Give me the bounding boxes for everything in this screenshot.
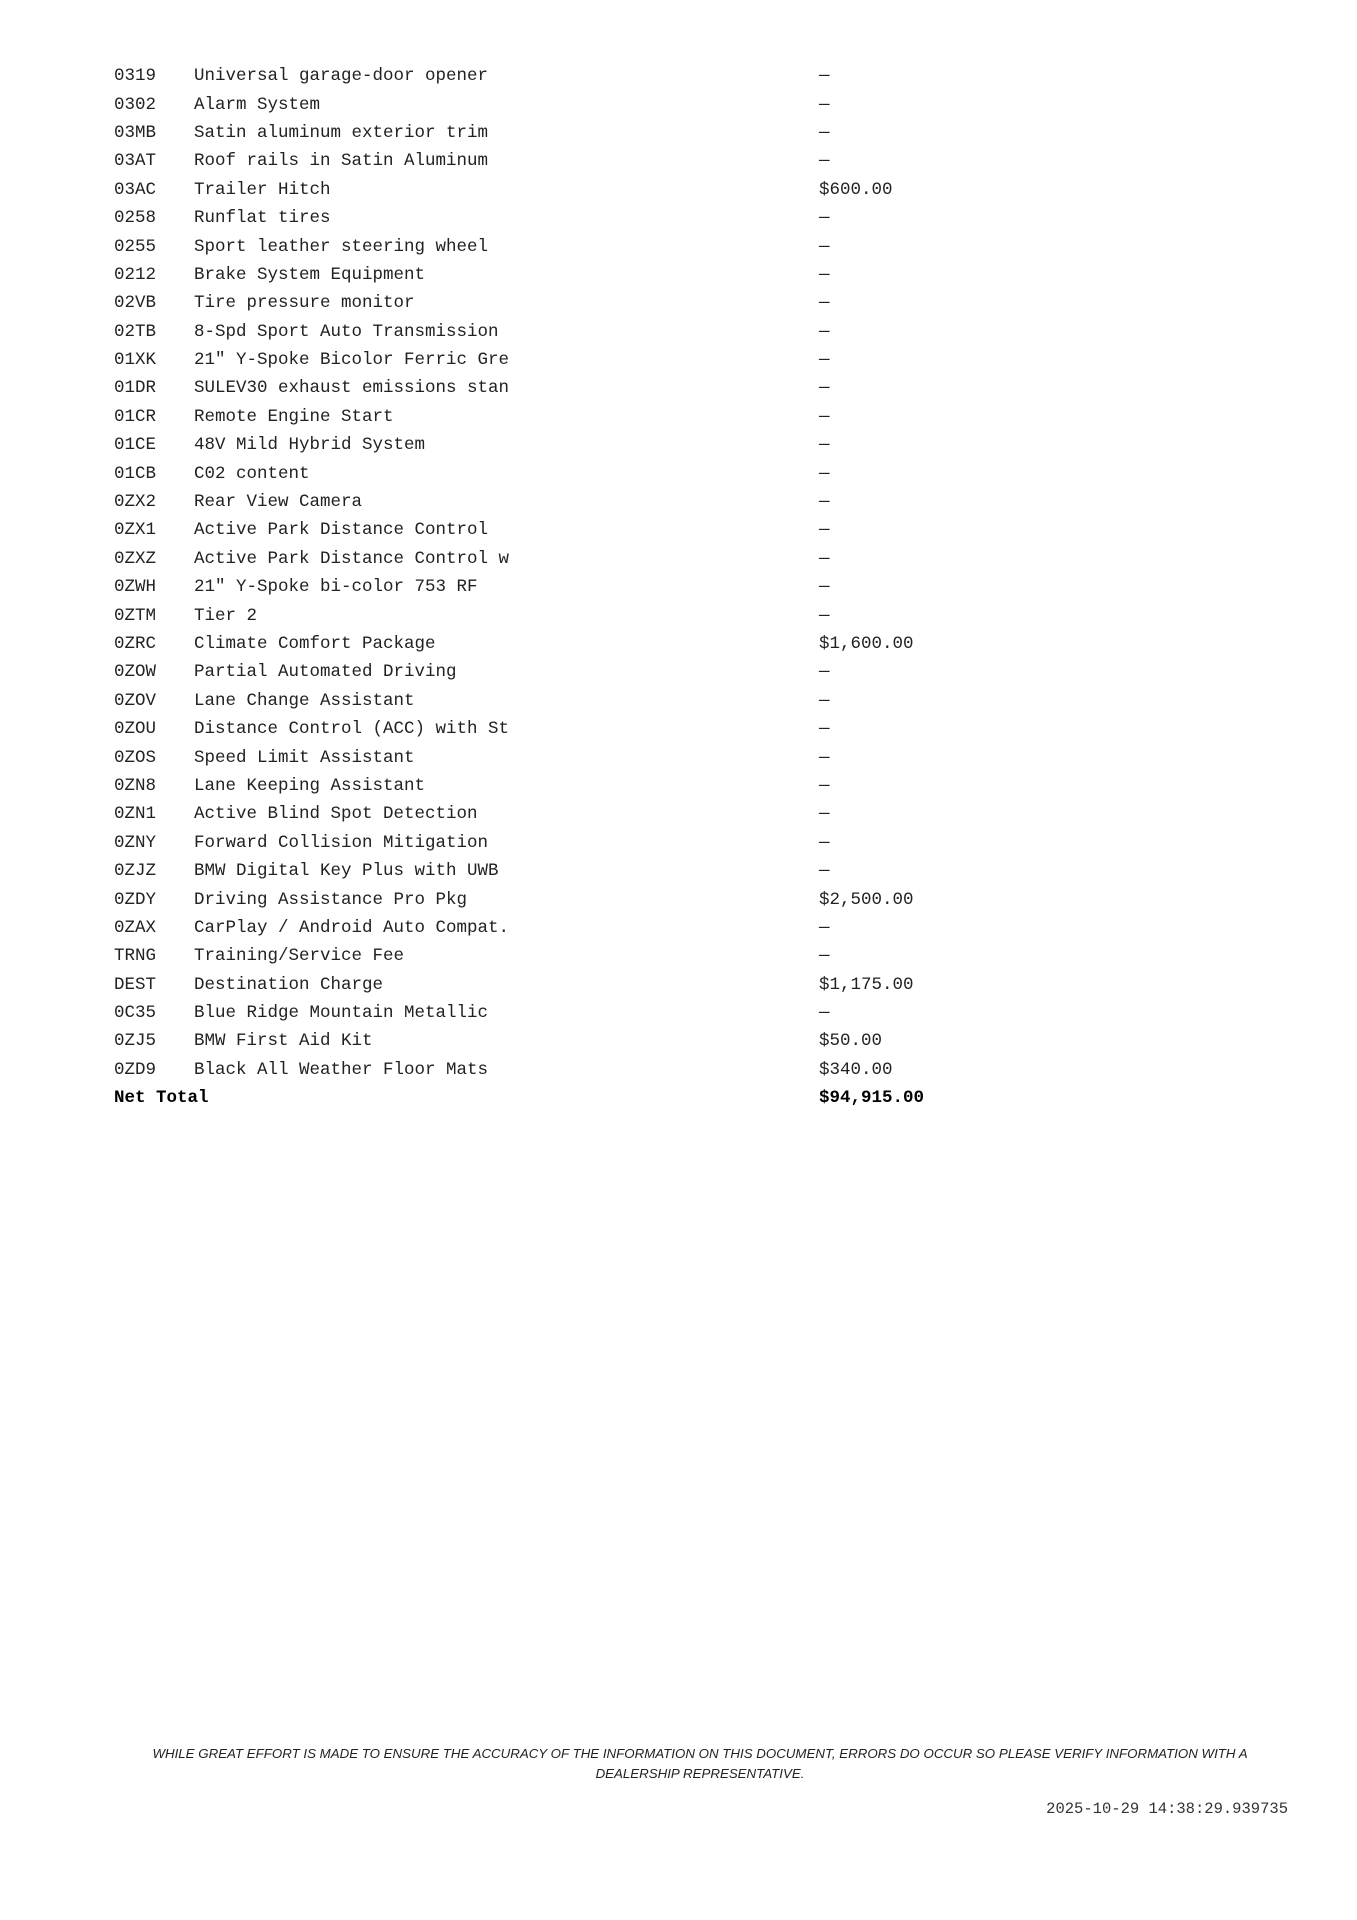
option-description: Lane Change Assistant [194,690,415,711]
option-description: Sport leather steering wheel [194,236,489,257]
option-row [114,800,974,828]
option-description: Partial Automated Driving [194,662,457,683]
option-price: — [819,946,830,967]
option-row [114,857,974,885]
option-price: — [819,378,830,399]
option-price: — [819,861,830,882]
option-price: $2,500.00 [819,889,914,910]
option-row [114,289,974,317]
option-row [114,403,974,431]
option-price: — [819,293,830,314]
option-description: Driving Assistance Pro Pkg [194,889,468,910]
option-row [114,1056,974,1084]
option-row [114,374,974,402]
option-code: 0ZOV [114,690,157,711]
option-price: — [819,66,830,87]
option-description: Active Park Distance Control w [194,548,510,569]
option-code: 0ZN8 [114,775,157,796]
net-total-row [114,1084,974,1112]
option-row [114,318,974,346]
option-code: 0319 [114,66,157,87]
option-price: — [819,804,830,825]
option-code: 0ZD9 [114,1059,157,1080]
option-description: Tire pressure monitor [194,293,415,314]
option-code: 0ZXZ [114,548,157,569]
option-description: 21" Y-Spoke Bicolor Ferric Gre [194,350,510,371]
option-price: — [819,605,830,626]
option-price: — [819,719,830,740]
option-row [114,999,974,1027]
option-row [114,459,974,487]
print-timestamp: 2025-10-29 14:38:29.939735 [1046,1800,1288,1818]
totals-section [114,1084,974,1112]
option-code: 0ZDY [114,889,157,910]
option-row [114,573,974,601]
option-code: 03AT [114,151,157,172]
option-code: 02VB [114,293,157,314]
option-row [114,1027,974,1055]
option-row [114,545,974,573]
option-code: 01CR [114,406,157,427]
option-code: 0ZJZ [114,861,157,882]
option-code: 0ZX1 [114,520,157,541]
option-row [114,971,974,999]
option-row [114,204,974,232]
option-description: Trailer Hitch [194,179,331,200]
option-price: — [819,492,830,513]
option-price: — [819,94,830,115]
option-description: BMW Digital Key Plus with UWB [194,861,499,882]
option-price: $340.00 [819,1059,893,1080]
option-code: 0ZOW [114,662,157,683]
option-code: 0ZRC [114,634,157,654]
option-row [114,687,974,715]
option-row [114,630,974,658]
option-price: — [819,463,830,484]
option-description: Active Park Distance Control [194,520,489,541]
option-description: Remote Engine Start [194,406,394,427]
option-code: 0ZOU [114,719,157,740]
option-description: Alarm System [194,94,321,115]
options-table [114,62,974,1112]
option-description: Roof rails in Satin Aluminum [194,151,489,172]
option-code: 0ZWH [114,577,157,598]
option-description: C02 content [194,463,310,484]
option-price: $1,175.00 [819,974,914,995]
option-row [114,90,974,118]
option-price: $1,600.00 [819,634,914,654]
option-row [114,743,974,771]
disclaimer [120,1744,1280,1784]
option-row [114,942,974,970]
option-code: 01DR [114,378,157,399]
option-description: Climate Comfort Package [194,634,436,654]
options-list [114,62,974,1084]
option-description: BMW First Aid Kit [194,1031,373,1052]
option-description: SULEV30 exhaust emissions stan [194,378,510,399]
option-price: — [819,577,830,598]
option-code: 01XK [114,350,157,371]
option-price: $600.00 [819,179,893,200]
option-description: Destination Charge [194,974,384,995]
option-code: 0C35 [114,1003,157,1024]
option-price: — [819,264,830,285]
option-code: 0255 [114,236,157,257]
option-description: Satin aluminum exterior trim [194,122,489,143]
option-price: — [819,548,830,569]
option-description: Forward Collision Mitigation [194,832,489,853]
option-code: 02TB [114,321,157,342]
option-price: — [819,747,830,768]
option-row [114,516,974,544]
option-price: — [819,208,830,229]
option-description: CarPlay / Android Auto Compat. [194,917,510,938]
option-description: Universal garage-door opener [194,66,489,87]
option-description: Rear View Camera [194,492,363,513]
option-row [114,147,974,175]
option-row [114,431,974,459]
option-code: 0302 [114,94,157,115]
option-description: Brake System Equipment [194,264,426,285]
net-total-label: Net Total [114,1088,209,1109]
option-row [114,488,974,516]
option-price: — [819,1003,830,1024]
option-price: — [819,350,830,371]
option-row [114,232,974,260]
option-code: 0258 [114,208,157,229]
option-code: 0ZX2 [114,492,157,513]
option-row [114,176,974,204]
option-description: Blue Ridge Mountain Metallic [194,1003,489,1024]
option-code: 03MB [114,122,157,143]
option-row [114,914,974,942]
option-code: 0212 [114,264,157,285]
option-row [114,715,974,743]
option-row [114,346,974,374]
option-description: Speed Limit Assistant [194,747,415,768]
option-price: — [819,662,830,683]
option-code: 01CB [114,463,157,484]
option-price: — [819,122,830,143]
option-description: 8-Spd Sport Auto Transmission [194,321,499,342]
option-code: 03AC [114,179,157,200]
option-description: Black All Weather Floor Mats [194,1059,489,1080]
option-price: — [819,236,830,257]
option-description: Tier 2 [194,605,258,626]
option-description: Training/Service Fee [194,946,405,967]
option-code: 0ZN1 [114,804,157,825]
option-row [114,119,974,147]
disclaimer-line-2: DEALERSHIP REPRESENTATIVE. [595,1766,805,1781]
option-row [114,601,974,629]
option-row [114,829,974,857]
option-description: Distance Control (ACC) with St [194,719,510,740]
net-total-value: $94,915.00 [819,1088,925,1109]
option-row [114,885,974,913]
option-row [114,261,974,289]
option-price: — [819,151,830,172]
option-row [114,658,974,686]
option-price: — [819,917,830,938]
option-description: 48V Mild Hybrid System [194,435,426,456]
option-price: — [819,832,830,853]
option-code: 01CE [114,435,157,456]
option-price: — [819,775,830,796]
option-price: — [819,690,830,711]
option-row [114,62,974,90]
option-description: Lane Keeping Assistant [194,775,426,796]
option-code: TRNG [114,946,157,967]
option-code: 0ZJ5 [114,1031,157,1052]
option-code: DEST [114,974,157,995]
option-code: 0ZAX [114,917,157,938]
option-price: — [819,520,830,541]
option-row [114,772,974,800]
option-price: — [819,435,830,456]
disclaimer-line-1: WHILE GREAT EFFORT IS MADE TO ENSURE THE ACCURACY OF THE INFORMATION ON THIS DOCUMENT, ERRORS DO OCCUR SO PLEASE VERIFY INFORMATION WITH A [152,1746,1248,1761]
option-price: — [819,406,830,427]
option-price: — [819,321,830,342]
option-description: Active Blind Spot Detection [194,804,478,825]
option-code: 0ZOS [114,747,157,768]
option-price: $50.00 [819,1031,883,1052]
option-description: Runflat tires [194,208,331,229]
option-code: 0ZNY [114,832,157,853]
option-description: 21" Y-Spoke bi-color 753 RF [194,577,478,598]
option-code: 0ZTM [114,605,157,626]
